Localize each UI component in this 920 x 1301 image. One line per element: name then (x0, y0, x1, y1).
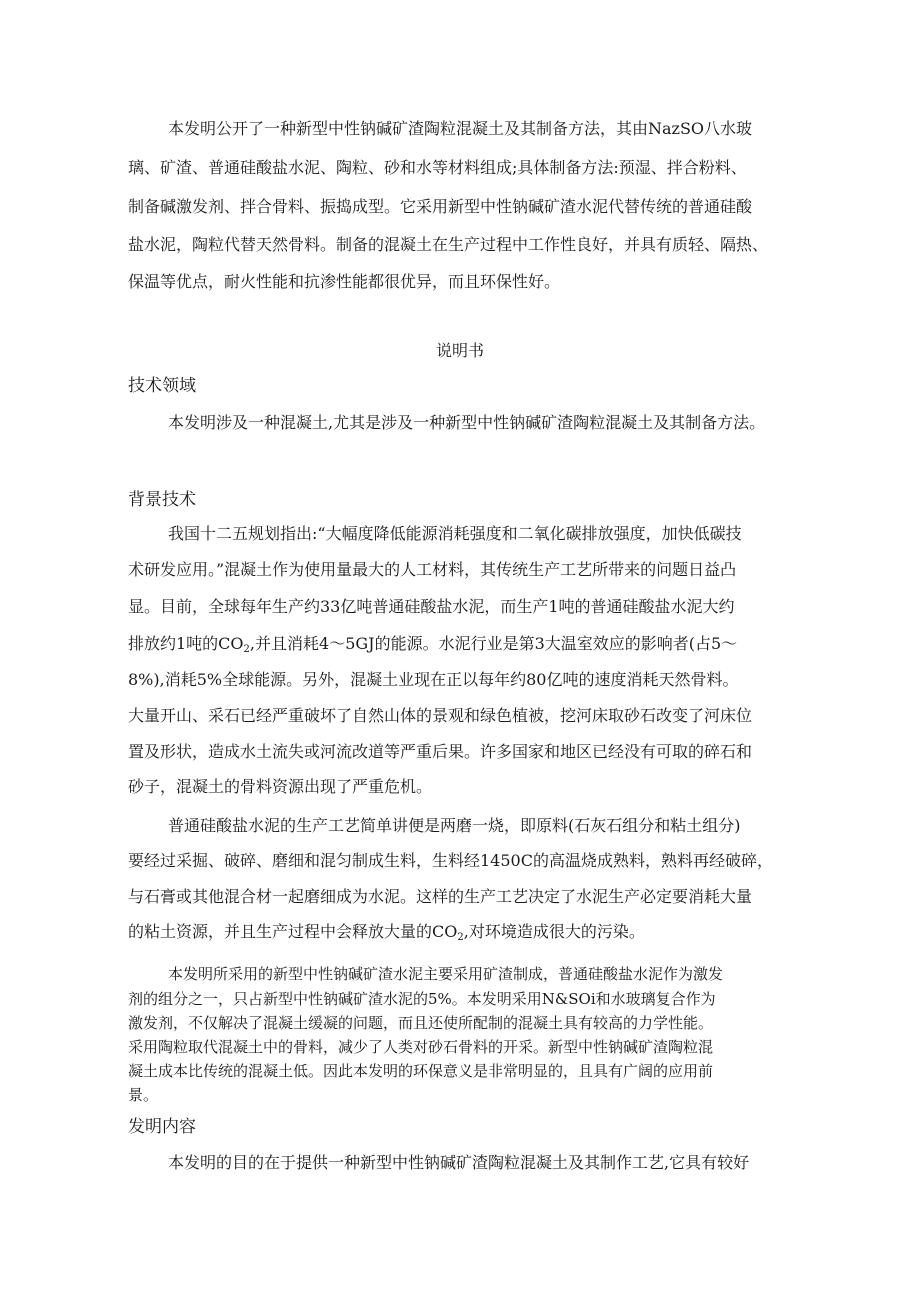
text-line: 激发剂，不仅解决了混凝土缓凝的问题，而且还使所配制的混凝土具有较高的力学性能。 (128, 1014, 714, 1032)
text-line: 盐水泥，陶粒代替天然骨料。制备的混凝土在生产过程中工作性良好，并具有质轻、隔热、 (128, 235, 769, 254)
text-line: 与石膏或其他混合材一起磨细成为水泥。这样的生产工艺决定了水泥生产必定要消耗大量 (128, 887, 753, 906)
text-line: 置及形状，造成水土流失或河流改道等严重后果。许多国家和地区已经没有可取的碎石和 (128, 742, 753, 761)
subscript: 2 (457, 932, 464, 943)
text-line: 普通硅酸盐水泥的生产工艺简单讲便是两磨一烧，即原料(石灰石组分和粘土组分) (168, 816, 741, 835)
text-segment: ,并且消耗4〜5GJ的能源。水泥行业是第3大温室效应的影响者(占5〜 (249, 634, 738, 653)
text-line: 本发明公开了一种新型中性钠碱矿渣陶粒混凝土及其制备方法，其由NazSO八水玻 (168, 119, 753, 138)
subscript: 2 (243, 644, 250, 655)
text-line: 剂的组分之一，只占新型中性钠碱矿渣水泥的5%。本发明采用N&SOi和水玻璃复合作为 (128, 990, 716, 1008)
text-segment: 排放约1吨的CO (128, 634, 244, 653)
text-line: 8%),消耗5%全球能源。另外，混凝土业现在正以每年约80亿吨的速度消耗天然骨料。 (128, 670, 739, 689)
text-segment: ,对环境造成很大的污染。 (463, 922, 645, 941)
text-line: 本发明涉及一种混凝土,尤其是涉及一种新型中性钠碱矿渣陶粒混凝土及其制备方法。 (168, 413, 766, 432)
text-line: 大量开山、采石已经严重破坏了自然山体的景观和绿色植被，挖河床取砂石改变了河床位 (128, 706, 753, 725)
text-line: 凝土成本比传统的混凝土低。因此本发明的环保意义是非常明显的，且具有广阔的应用前 (128, 1062, 714, 1080)
text-line: 砂子，混凝土的骨料资源出现了严重危机。 (128, 777, 433, 796)
text-line: 要经过采掘、破碎、磨细和混匀制成生料，生料经1450C的高温烧成熟料，熟料再经破碎， (128, 851, 773, 870)
text-line: 我国十二五规划指出:“大幅度降低能源消耗强度和二氧化碳排放强度，加快低碳技 (168, 524, 742, 543)
text-line: 本发明的目的在于提供一种新型中性钠碱矿渣陶粒混凝土及其制作工艺,它具有较好 (168, 1153, 750, 1172)
text-line: 术研发应用。”混凝土作为使用量最大的人工材料，其传统生产工艺所带来的问题日益凸 (128, 560, 737, 579)
text-line (128, 634, 737, 654)
text-line: 保温等优点，耐火性能和抗渗性能都很优异，而且环保性好。 (128, 272, 561, 291)
text-line: 璃、矿渣、普通硅酸盐水泥、陶粒、砂和水等材料组成;具体制备方法:预湿、拌合粉料、 (128, 158, 747, 177)
text-line: 采用陶粒取代混凝土中的骨料，减少了人类对砂石骨料的开采。新型中性钠碱矿渣陶粒混 (128, 1038, 714, 1056)
text-line: 制备碱激发剂、拌合骨料、振捣成型。它采用新型中性钠碱矿渣水泥代替传统的普通硅酸 (128, 197, 753, 216)
text-line: 本发明所采用的新型中性钠碱矿渣水泥主要采用矿渣制成，普通硅酸盐水泥作为激发 (168, 965, 724, 983)
text-line (128, 922, 645, 942)
text-line: 景。 (128, 1086, 159, 1104)
text-segment: 的粘土资源，并且生产过程中会释放大量的CO (128, 922, 458, 941)
heading-tech-field: 技术领域 (128, 376, 196, 396)
heading-background: 背景技术 (128, 490, 196, 510)
heading-invention-content: 发明内容 (128, 1117, 196, 1137)
manual-title: 说明书 (435, 341, 484, 360)
text-line: 显。目前，全球每年生产约33亿吨普通硅酸盐水泥，而生产1吨的普通硅酸盐水泥大约 (128, 597, 735, 616)
